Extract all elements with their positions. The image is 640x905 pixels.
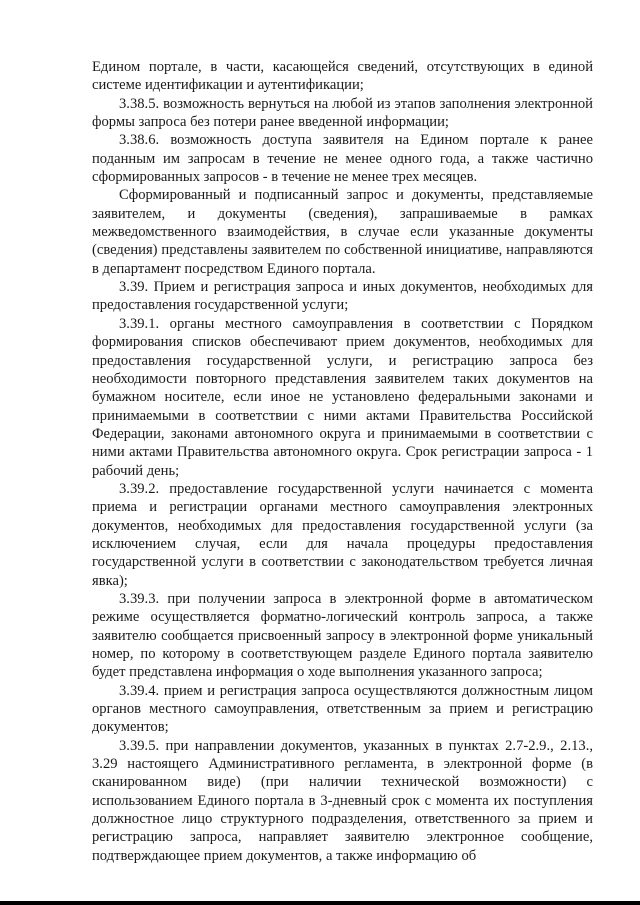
paragraph-3-38-6: 3.38.6. возможность доступа заявителя на Едином портале к ранее поданным им запросам в течение не менее одного года, а также частично сформированных запросов - в течение не менее трех месяцев. — [92, 132, 593, 186]
paragraph-3-38-5: 3.38.5. возможность вернуться на любой из этапов заполнения электронной формы запроса без потери ранее введенной информации; — [92, 95, 593, 131]
paragraph-3-39-4: 3.39.4. прием и регистрация запроса осуществляются должностным лицом органов местного самоуправления, ответственным за прием и регистрацию документов; — [92, 682, 593, 736]
scan-bottom-edge — [0, 901, 640, 905]
paragraph-3-39: 3.39. Прием и регистрация запроса и иных документов, необходимых для предоставления государственной услуги; — [92, 279, 593, 314]
paragraph-3-39-2: 3.39.2. предоставление государственной услуги начинается с момента приема и регистрации органами местного самоуправления электронных документов, необходимых для предоставления государственной услуги (за исключением случая, если для начала процедуры предоставления государственной услуги в соответствии с законодательством требуется личная явка); — [92, 480, 593, 589]
paragraph-continuation: Едином портале, в части, касающейся сведений, отсутствующих в единой системе идентификации и аутентификации; — [92, 59, 593, 94]
paragraph-3-39-5: 3.39.5. при направлении документов, указанных в пунктах 2.7-2.9., 2.13., 3.29 настоящего Административного регламента, в электронной форме (в сканированном виде) (при наличии технической возможности) с использованием Единого портала в 3-дневный срок с момента их поступления должностное лицо структурного подразделения, ответственного за прием и регистрацию запроса, направляет заявителю электронное сообщение, подтверждающее прием документов, а также информацию об — [92, 737, 593, 864]
paragraph-3-39-3: 3.39.3. при получении запроса в электронной форме в автоматическом режиме осуществляется форматно-логический контроль запроса, а также заявителю сообщается присвоенный запросу в электронной форме уникальный номер, по которому в соответствующем разделе Единого портала заявителю будет представлена информация о ходе выполнения указанного запроса; — [92, 590, 593, 681]
document-body — [92, 58, 593, 865]
paragraph-submitted-request: Сформированный и подписанный запрос и документы, представляемые заявителем, и документы (сведения), запрашиваемые в рамках межведомственного взаимодействия, в случае если указанные документы (сведения) представлены заявителем по собственной инициативе, направляются в департамент посредством Единого портала. — [92, 187, 593, 277]
paragraph-3-39-1: 3.39.1. органы местного самоуправления в соответствии с Порядком формирования списков обеспечивают прием документов, необходимых для предоставления государственной услуги, и регистрацию запроса без необходимости повторного представления заявителем таких документов на бумажном носителе, если иное не установлено федеральными законами и принимаемыми в соответствии с ними актами Правительства Российской Федерации, законами автономного округа и принимаемыми в соответствии с ними актами Правительства автономного округа. Срок регистрации запроса - 1 рабочий день; — [92, 315, 593, 479]
